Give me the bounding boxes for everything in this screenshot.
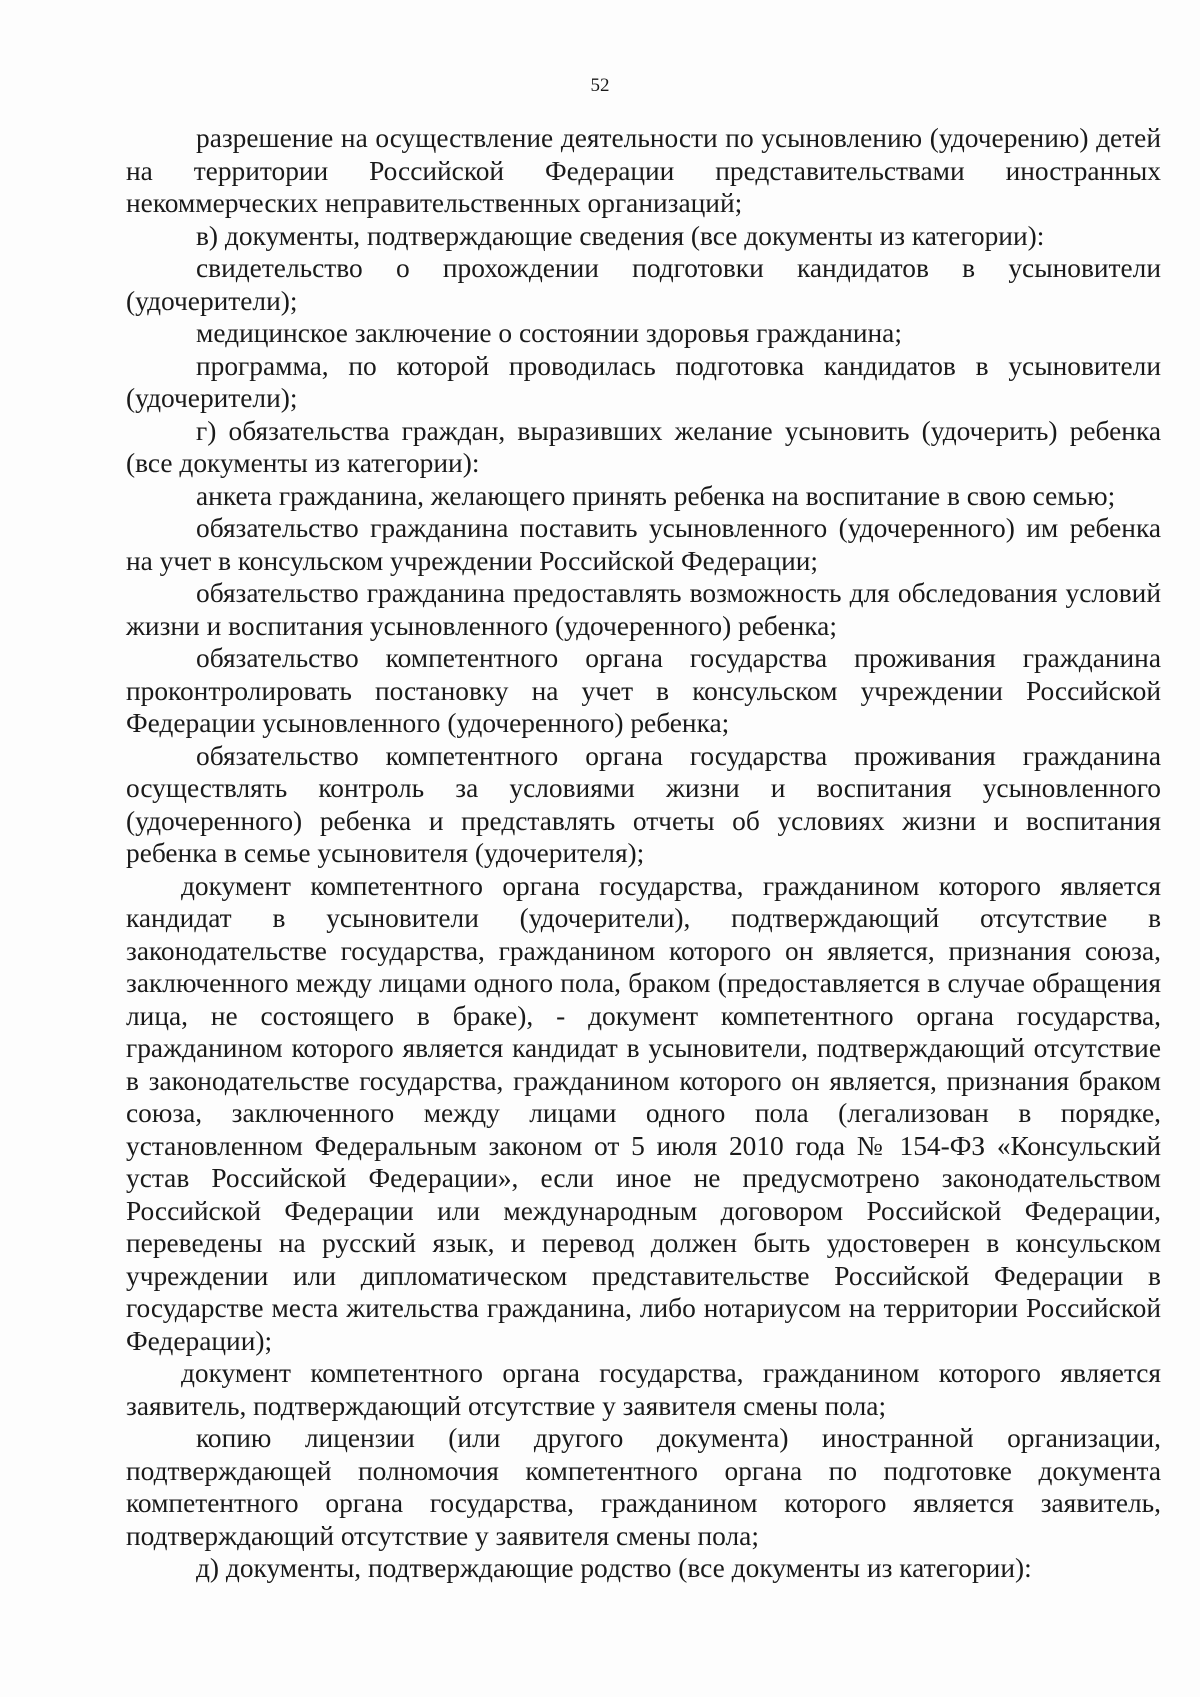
paragraph-training-program: программа, по которой проводилась подготовка кандидатов в усыновители (удочерители);: [126, 350, 1161, 413]
paragraph-medical-report: медицинское заключение о состоянии здоровья гражданина;: [196, 318, 902, 348]
paragraph-section-g: г) обязательства граждан, выразивших желание усыновить (удочерить) ребенка (все документы из категории):: [126, 415, 1161, 478]
paragraph-inspection-obligation: обязательство гражданина предоставлять возможность для обследования условий жизни и воспитания усыновленного (удочеренного) ребенка;: [126, 578, 1161, 641]
paragraph-gender-document: документ компетентного органа государства, гражданином которого является заявитель, подтверждающий отсутствие у заявителя смены пола;: [126, 1358, 1161, 1421]
paragraph-training-certificate: свидетельство о прохождении подготовки кандидатов в усыновители (удочерители);: [126, 253, 1161, 316]
paragraph-permit: разрешение на осуществление деятельности по усыновлению (удочерению) детей на территории Российской Федерации представительствами иностранных некоммерческих неправительственных организаций;: [126, 123, 1161, 218]
paragraph-registration-control: обязательство компетентного органа государства проживания гражданина проконтролировать постановку на учет в консульском учреждении Российской Федерации усыновленного (удочеренного) ребенка;: [126, 643, 1161, 738]
paragraph-questionnaire: анкета гражданина, желающего принять ребенка на воспитание в свою семью;: [196, 480, 1116, 511]
paragraph-section-v: в) документы, подтверждающие сведения (все документы из категории):: [196, 220, 1045, 251]
document-body: [126, 122, 1161, 1585]
paragraph-license-copy: копию лицензии (или другого документа) иностранной организации, подтверждающей полномочия компетентного органа по подготовке документа компетентного органа государства, гражданином которого является заявитель, подтверждающий отсутствие у заявителя смены пола;: [126, 1423, 1161, 1551]
page-number: 52: [590, 75, 610, 96]
paragraph-marriage-document: документ компетентного органа государства, гражданином которого является кандидат в усыновители (удочерители), подтверждающий отсутствие в законодательстве государства, гражданином которого он является, признания союза, заключенного между лицами одного пола, браком (предоставляется в случае обращения лица, не состоящего в браке), - документ компетентного органа государства, гражданином которого является кандидат в усыновители, подтверждающий отсутствие в законодательстве государства, гражданином которого он является, признания браком союза, заключенного между лицами одного пола (легализован в порядке, установленном Федеральным законом от 5 июля 2010 года № 154-ФЗ «Консульский устав Российской Федерации», если иное не предусмотрено законодательством Российской Федерации или международным договором Российской Федерации, переведены на русский язык, и перевод должен быть удостоверен в консульском учреждении или дипломатическом представительстве Российской Федерации в государстве места жительства гражданина, либо нотариусом на территории Российской Федерации);: [126, 870, 1161, 1356]
paragraph-consular-registration: обязательство гражданина поставить усыновленного (удочеренного) им ребенка на учет в консульском учреждении Российской Федерации;: [126, 513, 1161, 576]
paragraph-living-conditions-control: обязательство компетентного органа государства проживания гражданина осуществлять контроль за условиями жизни и воспитания усыновленного (удочеренного) ребенка и представлять отчеты об условиях жизни и воспитания ребенка в семье усыновителя (удочерителя);: [126, 740, 1161, 868]
paragraph-section-d: д) документы, подтверждающие родство (все документы из категории):: [196, 1553, 1032, 1583]
